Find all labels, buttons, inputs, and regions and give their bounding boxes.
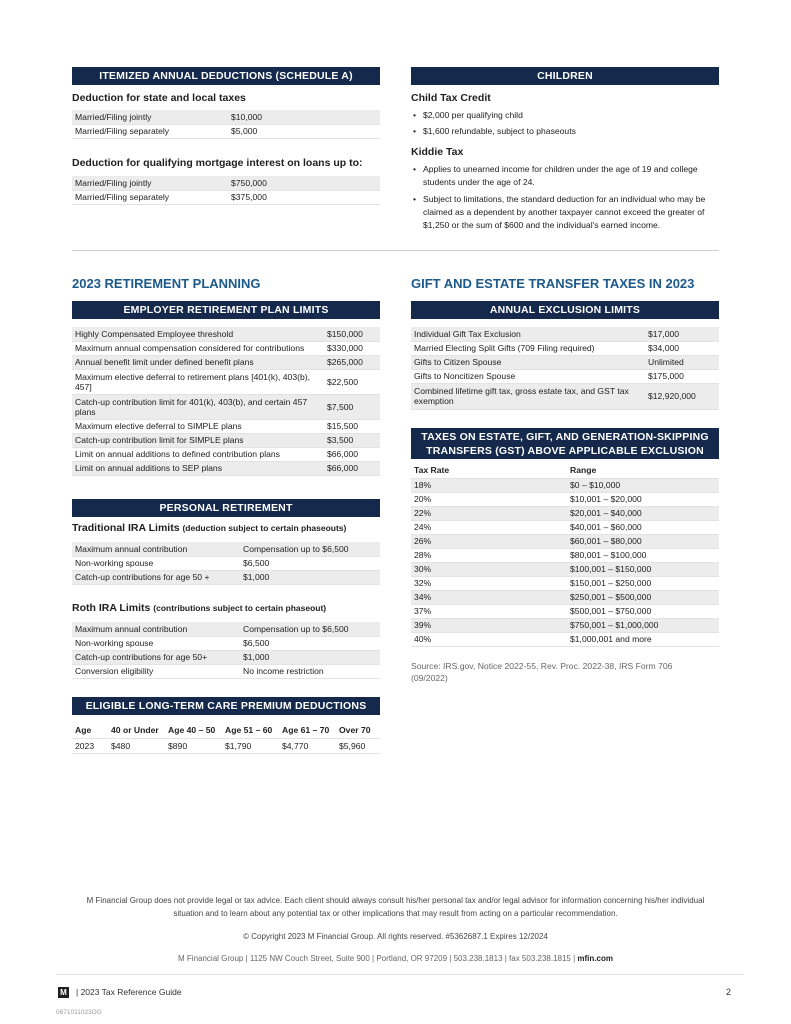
- row-label: Non-working spouse: [72, 556, 240, 570]
- guide-title: | 2023 Tax Reference Guide: [76, 987, 182, 997]
- table-row: [411, 534, 719, 548]
- source-line-2: (09/2022): [411, 673, 448, 683]
- mortgage-title: Deduction for qualifying mortgage interest on loans up to:: [72, 157, 363, 169]
- column-header: Age 61 – 70: [279, 723, 336, 738]
- table-row: [411, 355, 719, 369]
- table-cell: $1,790: [222, 738, 279, 753]
- row-label: Married/Filing separately: [72, 124, 228, 138]
- column-header: Range: [567, 463, 719, 478]
- row-value: $750,000: [228, 176, 380, 190]
- table-row: [72, 650, 380, 664]
- table-row: [411, 383, 719, 409]
- table-row: [72, 124, 380, 138]
- row-label: Non-working spouse: [72, 636, 240, 650]
- table-row: [72, 664, 380, 678]
- logo-icon: M: [60, 988, 67, 997]
- row-value: No income restriction: [240, 664, 380, 678]
- list-item: • $2,000 per qualifying child: [413, 109, 718, 122]
- bullet-text: Applies to unearned income for children under the age of 19 and college students under the age of 24.: [423, 164, 698, 187]
- table-row: [72, 461, 380, 475]
- row-value: $3,500: [324, 433, 380, 447]
- list-item: • Applies to unearned income for children under the age of 19 and college students under the age of 24.: [413, 163, 718, 189]
- row-rate: 22%: [411, 506, 567, 520]
- table-cell: $4,770: [279, 738, 336, 753]
- table-header-row: [411, 463, 719, 478]
- traditional-ira-label: Traditional IRA Limits: [72, 522, 180, 534]
- row-value: $66,000: [324, 461, 380, 475]
- row-range: $20,001 – $40,000: [567, 506, 719, 520]
- source-line-1: Source: IRS.gov, Notice 2022-55, Rev. Proc. 2022-38, IRS Form 706: [411, 661, 673, 671]
- table-row: [411, 327, 719, 341]
- row-label: Combined lifetime gift tax, gross estate tax, and GST tax exemption: [411, 383, 645, 409]
- table-row: [411, 632, 719, 646]
- children-header: CHILDREN: [411, 67, 719, 85]
- roth-ira-title: [72, 602, 326, 614]
- row-value: $7,500: [324, 394, 380, 419]
- row-label: Limit on annual additions to defined contribution plans: [72, 447, 324, 461]
- gst-taxes-header: [411, 428, 719, 459]
- footer-divider: [56, 974, 744, 975]
- company-address: M Financial Group | 1125 NW Couch Street, Suite 900 | Portland, OR 97209 | 503.238.1813 | fax 503.238.1815 |: [178, 954, 576, 963]
- row-rate: 34%: [411, 590, 567, 604]
- row-value: $1,000: [240, 650, 380, 664]
- long-term-care-header: ELIGIBLE LONG-TERM CARE PREMIUM DEDUCTIONS: [72, 697, 380, 715]
- table-row: [411, 618, 719, 632]
- bullet-text: Subject to limitations, the standard deduction for an individual who may be claimed as a dependent by another taxpayer cannot exceed the greater of $1,250 or the sum of $600 and the individual's earned income.: [423, 194, 706, 230]
- row-label: Annual benefit limit under defined benefit plans: [72, 355, 324, 369]
- row-rate: 32%: [411, 576, 567, 590]
- row-range: $150,001 – $250,000: [567, 576, 719, 590]
- row-label: Maximum annual contribution: [72, 622, 240, 636]
- row-rate: 24%: [411, 520, 567, 534]
- row-label: Married Electing Split Gifts (709 Filing required): [411, 341, 645, 355]
- roth-ira-table: [72, 622, 380, 679]
- row-rate: 28%: [411, 548, 567, 562]
- table-row: [72, 447, 380, 461]
- row-value: $12,920,000: [645, 383, 719, 409]
- row-value: $175,000: [645, 369, 719, 383]
- row-range: $40,001 – $60,000: [567, 520, 719, 534]
- annual-exclusion-header: ANNUAL EXCLUSION LIMITS: [411, 301, 719, 319]
- address-line: [0, 952, 791, 965]
- table-row: [72, 176, 380, 190]
- row-label: Married/Filing jointly: [72, 176, 228, 190]
- row-range: $80,001 – $100,000: [567, 548, 719, 562]
- roth-ira-label: Roth IRA Limits: [72, 602, 151, 614]
- row-label: Maximum elective deferral to SIMPLE plans: [72, 419, 324, 433]
- row-label: Individual Gift Tax Exclusion: [411, 327, 645, 341]
- row-label: Married/Filing separately: [72, 190, 228, 204]
- disclaimer-line-1: M Financial Group does not provide legal or tax advice. Each client should always consult his/her personal tax and/or legal advisor for information concerning his/her individual: [86, 896, 705, 905]
- row-label: Married/Filing jointly: [72, 110, 228, 124]
- row-value: Unlimited: [645, 355, 719, 369]
- column-header: Over 70: [336, 723, 380, 738]
- table-row: [411, 590, 719, 604]
- row-label: Gifts to Citizen Spouse: [411, 355, 645, 369]
- row-value: $1,000: [240, 570, 380, 584]
- table-row: [72, 542, 380, 556]
- row-value: $330,000: [324, 341, 380, 355]
- table-row: [411, 562, 719, 576]
- page-number: 2: [726, 987, 732, 997]
- table-cell: $480: [108, 738, 165, 753]
- table-row: [411, 604, 719, 618]
- row-rate: 37%: [411, 604, 567, 618]
- row-value: $6,500: [240, 556, 380, 570]
- row-rate: 30%: [411, 562, 567, 576]
- row-value: Compensation up to $6,500: [240, 622, 380, 636]
- disclaimer: [0, 894, 791, 920]
- state-local-title: Deduction for state and local taxes: [72, 92, 246, 104]
- row-value: $17,000: [645, 327, 719, 341]
- table-row: [411, 548, 719, 562]
- table-row: [72, 556, 380, 570]
- row-value: $5,000: [228, 124, 380, 138]
- table-row: [72, 570, 380, 584]
- table-row: [411, 520, 719, 534]
- table-row: [72, 355, 380, 369]
- website-link[interactable]: mfin.com: [577, 954, 613, 963]
- itemized-deductions-header: ITEMIZED ANNUAL DEDUCTIONS (SCHEDULE A): [72, 67, 380, 85]
- row-value: $22,500: [324, 369, 380, 394]
- row-value: $375,000: [228, 190, 380, 204]
- row-rate: 26%: [411, 534, 567, 548]
- table-row: [411, 492, 719, 506]
- annual-exclusion-table: [411, 327, 719, 410]
- row-label: Maximum annual contribution: [72, 542, 240, 556]
- table-row: [72, 738, 380, 753]
- retirement-planning-title: 2023 RETIREMENT PLANNING: [72, 276, 261, 291]
- disclaimer-line-2: situation and to learn about any potential tax or other implications that may result from acting on a particular recommendation.: [173, 909, 618, 918]
- table-row: [411, 478, 719, 492]
- section-divider: [72, 250, 719, 251]
- table-row: [411, 506, 719, 520]
- row-value: $15,500: [324, 419, 380, 433]
- kiddie-tax-title: Kiddie Tax: [411, 146, 464, 158]
- traditional-ira-note: (deduction subject to certain phaseouts): [182, 523, 347, 533]
- gst-rates-table: [411, 463, 719, 647]
- row-range: $10,001 – $20,000: [567, 492, 719, 506]
- row-rate: 39%: [411, 618, 567, 632]
- row-range: $100,001 – $150,000: [567, 562, 719, 576]
- row-value: $34,000: [645, 341, 719, 355]
- row-label: Highly Compensated Employee threshold: [72, 327, 324, 341]
- row-rate: 20%: [411, 492, 567, 506]
- row-label: Catch-up contribution limit for SIMPLE plans: [72, 433, 324, 447]
- table-cell: $5,960: [336, 738, 380, 753]
- gst-header-line-1: TAXES ON ESTATE, GIFT, AND GENERATION-SKIPPING: [421, 431, 709, 443]
- child-tax-credit-title: Child Tax Credit: [411, 92, 491, 104]
- table-row: [411, 369, 719, 383]
- list-item: • $1,600 refundable, subject to phaseouts: [413, 125, 718, 138]
- mortgage-table: [72, 176, 380, 205]
- document-code: 0671011023OG: [56, 1009, 102, 1016]
- personal-retirement-header: PERSONAL RETIREMENT: [72, 499, 380, 517]
- row-value: Compensation up to $6,500: [240, 542, 380, 556]
- table-row: [72, 419, 380, 433]
- column-header: 40 or Under: [108, 723, 165, 738]
- employer-plan-limits-table: [72, 327, 380, 476]
- gst-header-line-2: TRANSFERS (GST) ABOVE APPLICABLE EXCLUSION: [426, 445, 704, 457]
- row-value: $10,000: [228, 110, 380, 124]
- row-label: Limit on annual additions to SEP plans: [72, 461, 324, 475]
- row-label: Gifts to Noncitizen Spouse: [411, 369, 645, 383]
- table-row: [72, 341, 380, 355]
- row-range: $0 – $10,000: [567, 478, 719, 492]
- table-row: [72, 636, 380, 650]
- column-header: Age: [72, 723, 108, 738]
- table-row: [72, 190, 380, 204]
- table-row: [72, 622, 380, 636]
- row-value: $66,000: [324, 447, 380, 461]
- long-term-care-table: [72, 723, 380, 754]
- row-value: $6,500: [240, 636, 380, 650]
- table-row: [411, 341, 719, 355]
- traditional-ira-table: [72, 542, 380, 585]
- row-label: Conversion eligibility: [72, 664, 240, 678]
- copyright: © Copyright 2023 M Financial Group. All rights reserved. #5362687.1 Expires 12/2024: [243, 932, 548, 941]
- bullet-text: $1,600 refundable, subject to phaseouts: [423, 126, 576, 136]
- row-label: Catch-up contribution limit for 401(k), 403(b), and certain 457 plans: [72, 394, 324, 419]
- traditional-ira-title: [72, 522, 346, 534]
- list-item: • Subject to limitations, the standard deduction for an individual who may be claimed as a dependent by another taxpayer cannot exceed the greater of $1,250 or the sum of $600 and the individual's earned income.: [413, 193, 718, 232]
- row-label: Catch-up contributions for age 50 +: [72, 570, 240, 584]
- table-row: [72, 433, 380, 447]
- bullet-text: $2,000 per qualifying child: [423, 110, 523, 120]
- employer-plan-limits-header: EMPLOYER RETIREMENT PLAN LIMITS: [72, 301, 380, 319]
- row-range: $60,001 – $80,000: [567, 534, 719, 548]
- table-row: [72, 327, 380, 341]
- row-value: $265,000: [324, 355, 380, 369]
- table-header-row: [72, 723, 380, 738]
- column-header: Tax Rate: [411, 463, 567, 478]
- row-rate: 40%: [411, 632, 567, 646]
- company-logo: [58, 987, 69, 998]
- row-range: $500,001 – $750,000: [567, 604, 719, 618]
- table-cell: $890: [165, 738, 222, 753]
- row-value: $150,000: [324, 327, 380, 341]
- column-header: Age 51 – 60: [222, 723, 279, 738]
- row-label: Catch-up contributions for age 50+: [72, 650, 240, 664]
- row-range: $1,000,001 and more: [567, 632, 719, 646]
- table-row: [72, 394, 380, 419]
- roth-ira-note: (contributions subject to certain phaseout): [153, 603, 327, 613]
- row-rate: 18%: [411, 478, 567, 492]
- table-cell: 2023: [72, 738, 108, 753]
- source-note: [411, 660, 721, 684]
- row-range: $750,001 – $1,000,000: [567, 618, 719, 632]
- row-label: Maximum elective deferral to retirement plans [401(k), 403(b), 457]: [72, 369, 324, 394]
- row-range: $250,001 – $500,000: [567, 590, 719, 604]
- table-row: [72, 369, 380, 394]
- column-header: Age 40 – 50: [165, 723, 222, 738]
- table-row: [411, 576, 719, 590]
- table-row: [72, 110, 380, 124]
- row-label: Maximum annual compensation considered for contributions: [72, 341, 324, 355]
- gift-estate-title: GIFT AND ESTATE TRANSFER TAXES IN 2023: [411, 276, 695, 291]
- state-local-table: [72, 110, 380, 139]
